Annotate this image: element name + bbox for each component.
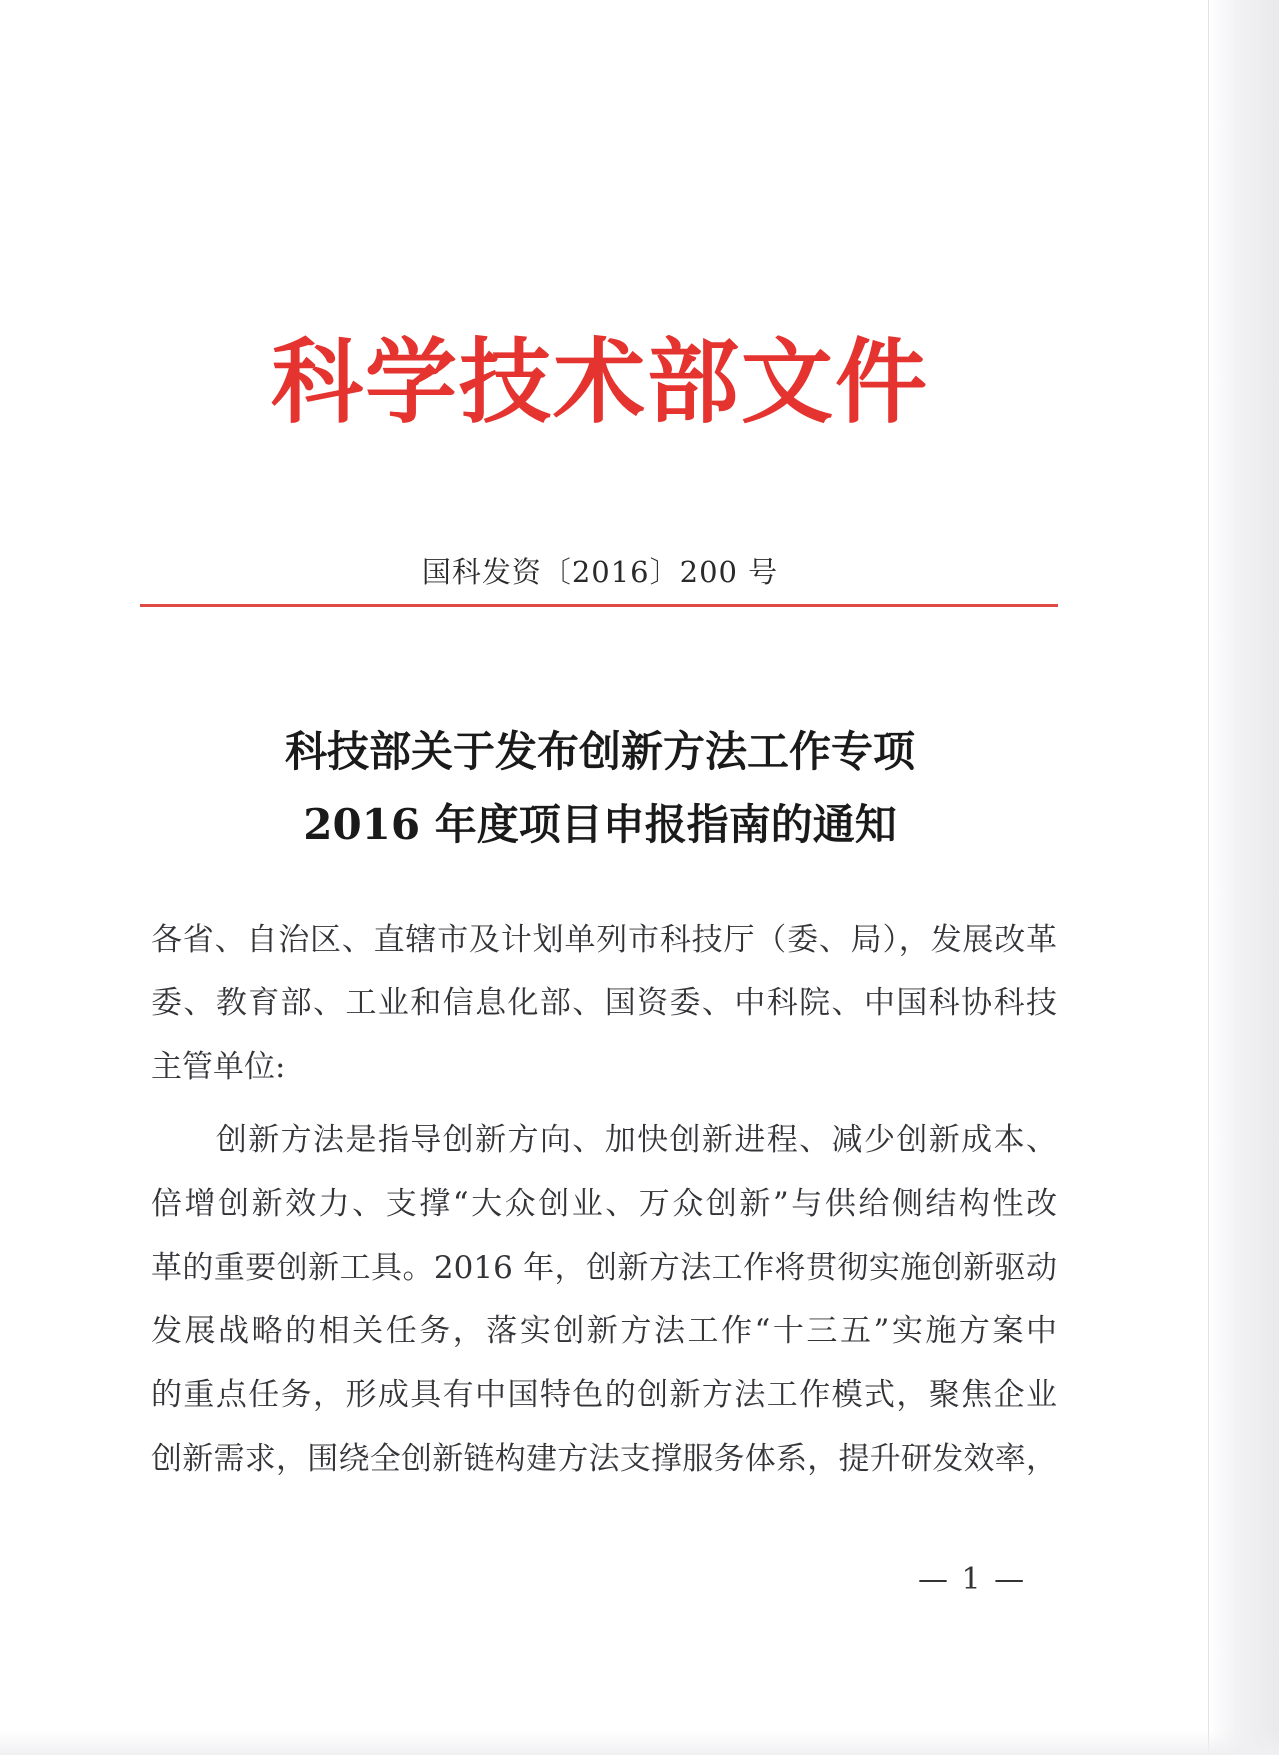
- agency-document-title: 科学技术部文件: [270, 328, 929, 436]
- body-line: 创新需求，围绕全创新链构建方法支撑服务体系，提升研发效率，: [151, 1441, 1057, 1477]
- red-divider-line: [140, 604, 1058, 607]
- body-line: 委、教育部、工业和信息化部、国资委、中科院、中国科协科技: [151, 985, 1057, 1021]
- body-line: 的重点任务，形成具有中国特色的创新方法工作模式，聚焦企业: [151, 1377, 1057, 1413]
- document-number: 国科发资〔2016〕200 号: [421, 555, 779, 589]
- body-line: 倍增创新效力、支撑“大众创业、万众创新”与供给侧结构性改: [151, 1186, 1057, 1222]
- body-line: 发展战略的相关任务，落实创新方法工作“十三五”实施方案中: [151, 1313, 1057, 1349]
- body-line: 各省、自治区、直辖市及计划单列市科技厅（委、局），发展改革: [151, 922, 1057, 958]
- paper-bottom-edge: [0, 1731, 1279, 1755]
- page-number: — 1 —: [918, 1562, 1027, 1597]
- body-line: 主管单位:: [151, 1049, 286, 1085]
- paper-edge: [1208, 0, 1279, 1755]
- notice-title-line-1: 科技部关于发布创新方法工作专项: [284, 727, 915, 776]
- body-line: 创新方法是指导创新方向、加快创新进程、减少创新成本、: [151, 1122, 1057, 1158]
- body-line: 革的重要创新工具。2016 年，创新方法工作将贯彻实施创新驱动: [151, 1250, 1057, 1286]
- notice-title-line-2: 2016 年度项目申报指南的通知: [303, 800, 897, 849]
